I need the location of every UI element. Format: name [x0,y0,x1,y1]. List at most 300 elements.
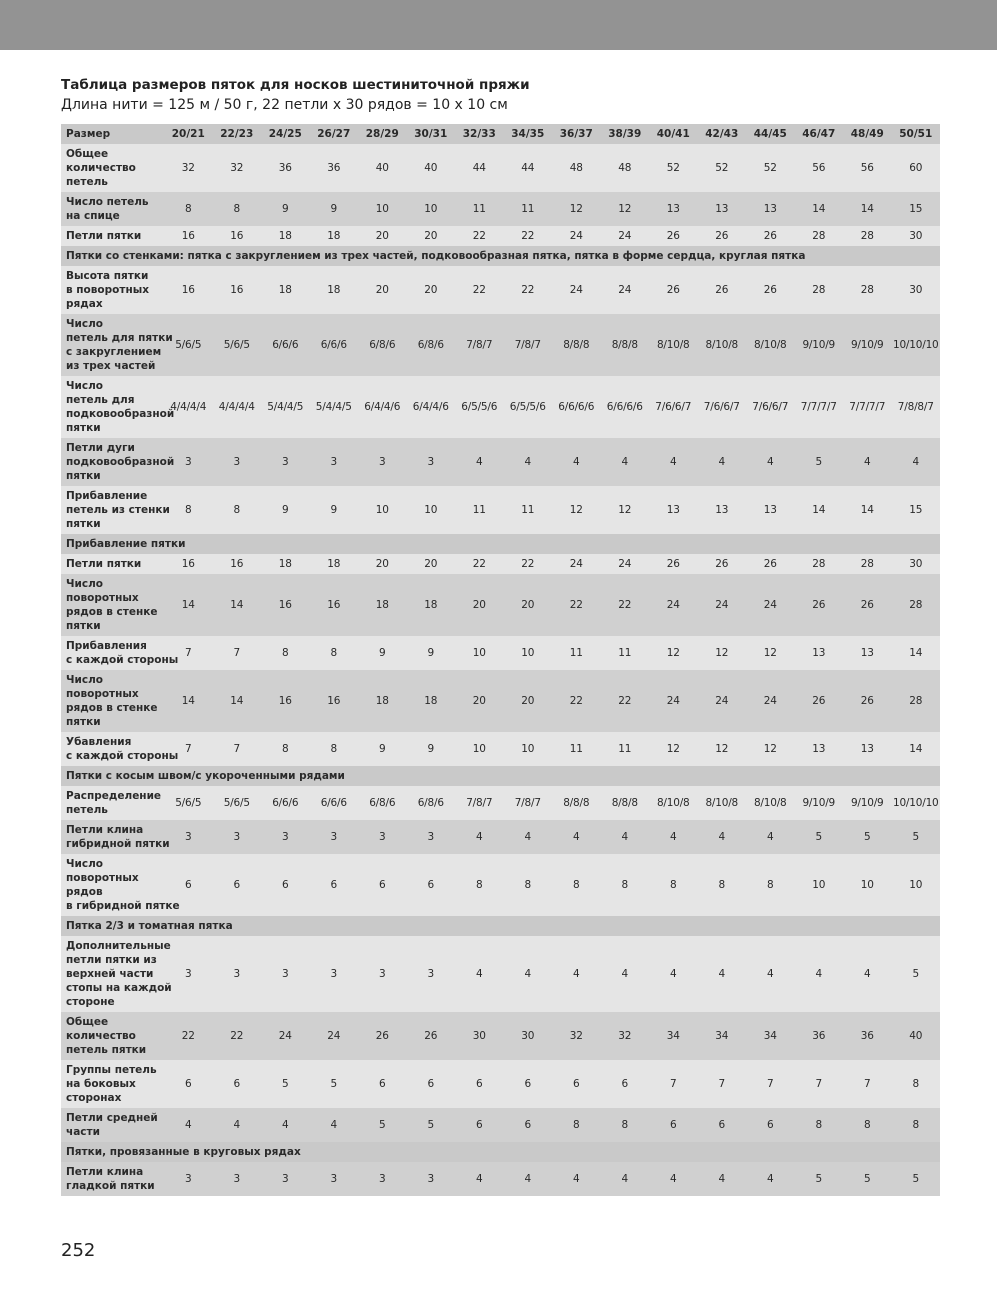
cell-value: 18 [424,695,438,707]
row-label-line: петель пятки [66,1044,147,1056]
cell-value: 10 [424,504,438,516]
cell-value: 6 [185,1078,192,1090]
cell-value: 8 [621,879,628,891]
section-header-row [61,916,940,936]
cell-value: 10 [521,647,535,659]
cell-value: 8/8/8 [563,797,590,809]
cell-value: 9 [330,504,337,516]
cell-value: 12 [618,203,632,215]
table-row [61,554,940,574]
cell-value: 44 [521,162,535,174]
cell-value: 11 [618,647,632,659]
row-label-line: на боковых [66,1078,136,1090]
row-label [61,936,172,1012]
cell-value: 9/10/9 [850,797,884,809]
table-row [61,314,940,376]
cell-value: 3 [233,831,240,843]
cell-value: 22 [521,230,535,242]
row-label-line: сторонах [66,1092,122,1104]
cell-value: 22 [230,1030,244,1042]
cell-value: 6/4/4/6 [364,401,401,413]
cell-value: 18 [278,230,292,242]
row-label [61,376,175,438]
table-row [61,438,940,486]
cell-value: 24 [763,599,777,611]
row-label-line: рядах [66,298,103,310]
cell-value: 26 [812,599,826,611]
cell-value: 13 [763,203,777,215]
cell-value: 9 [427,647,434,659]
cell-value: 14 [812,504,826,516]
row-label-line: подковообразной [66,408,175,420]
cell-value: 9 [282,203,289,215]
cell-value: 12 [715,647,729,659]
cell-value: 11 [569,647,583,659]
cell-value: 12 [569,504,583,516]
section-header-row [61,1142,940,1162]
cell-value: 13 [715,203,729,215]
cell-value: 6 [427,879,434,891]
cell-value: 16 [230,284,244,296]
row-label [61,438,175,486]
cell-value: 6/4/4/6 [412,401,449,413]
cell-value: 5/6/5 [223,339,250,351]
cell-value: 52 [666,162,680,174]
row-label-line: Высота пятки [66,270,149,282]
cell-value: 8 [573,1119,580,1131]
row-label [61,1012,164,1060]
row-label-line: верхней части [66,968,154,980]
header-size-label: Размер [66,128,111,140]
cell-value: 8 [282,743,289,755]
cell-value: 8/8/8 [611,339,638,351]
cell-value: 8 [233,203,240,215]
row-label-line: петель для [66,394,135,406]
cell-value: 5/4/4/5 [267,401,304,413]
cell-value: 10 [812,879,826,891]
cell-value: 20 [424,230,438,242]
cell-value: 14 [812,203,826,215]
cell-value: 24 [618,284,632,296]
cell-value: 5 [330,1078,337,1090]
cell-value: 24 [618,558,632,570]
cell-value: 6 [233,1078,240,1090]
row-label-line: пятки [66,620,101,632]
cell-value: 4 [815,968,822,980]
section-title: Пятки с косым швом/с укороченными рядами [66,770,345,782]
cell-value: 4 [476,456,483,468]
cell-value: 22 [569,599,583,611]
header-size-2: 24/25 [268,128,302,140]
cell-value: 3 [379,1173,386,1185]
row-label-line: Петли пятки [66,230,142,242]
cell-value: 3 [379,456,386,468]
cell-value: 4 [524,456,531,468]
cell-value: 26 [424,1030,438,1042]
table-row [61,936,940,1012]
cell-value: 20 [375,558,389,570]
cell-value: 5 [379,1119,386,1131]
cell-value: 14 [181,695,195,707]
cell-value: 9/10/9 [850,339,884,351]
cell-value: 30 [521,1030,535,1042]
cell-value: 52 [763,162,777,174]
cell-value: 16 [230,230,244,242]
cell-value: 5 [427,1119,434,1131]
header-size-15: 50/51 [899,128,933,140]
cell-value: 5 [912,1173,919,1185]
cell-value: 9 [427,743,434,755]
cell-value: 7/8/7 [466,797,493,809]
cell-value: 4 [912,456,919,468]
row-label-line: Прибавление [66,490,148,502]
cell-value: 32 [181,162,195,174]
cell-value: 7/8/7 [514,339,541,351]
cell-value: 9 [379,647,386,659]
cell-value: 7 [767,1078,774,1090]
cell-value: 8 [282,647,289,659]
row-label-line: пятки [66,716,101,728]
cell-value: 9/10/9 [802,339,836,351]
row-label [61,1162,164,1196]
section-title: Прибавление пятки [66,538,186,550]
cell-value: 6 [427,1078,434,1090]
cell-value: 4 [573,831,580,843]
cell-value: 7 [185,743,192,755]
cell-value: 24 [715,695,729,707]
cell-value: 34 [666,1030,680,1042]
cell-value: 6/6/6/6 [606,401,643,413]
row-label-line: Число [66,674,103,686]
row-label [61,554,164,574]
cell-value: 6/8/6 [417,339,444,351]
cell-value: 3 [379,968,386,980]
cell-value: 24 [666,599,680,611]
cell-value: 26 [375,1030,389,1042]
cell-value: 24 [569,284,583,296]
cell-value: 20 [424,558,438,570]
header-size-1: 22/23 [220,128,254,140]
cell-value: 36 [860,1030,874,1042]
cell-value: 6 [185,879,192,891]
cell-value: 5/6/5 [223,797,250,809]
cell-value: 24 [666,695,680,707]
table-header-row [61,124,940,144]
cell-value: 22 [472,230,486,242]
cell-value: 28 [812,284,826,296]
cell-value: 16 [181,284,195,296]
cell-value: 4 [476,968,483,980]
cell-value: 4 [767,456,774,468]
cell-value: 4 [718,968,725,980]
cell-value: 7/6/6/7 [703,401,740,413]
row-label-line: Петли клина [66,824,144,836]
row-label-line: поворотных [66,688,139,700]
cell-value: 13 [715,504,729,516]
cell-value: 3 [330,1173,337,1185]
cell-value: 22 [181,1030,195,1042]
header-size-14: 48/49 [850,128,884,140]
cell-value: 14 [860,203,874,215]
cell-value: 14 [909,743,923,755]
cell-value: 3 [233,968,240,980]
cell-value: 40 [375,162,389,174]
cell-value: 26 [763,230,777,242]
cell-value: 52 [715,162,729,174]
row-label-line: подковообразной [66,456,175,468]
cell-value: 12 [763,647,777,659]
cell-value: 26 [715,230,729,242]
row-label [61,820,170,854]
cell-value: 56 [812,162,826,174]
row-label-line: петель [66,804,108,816]
cell-value: 48 [618,162,632,174]
section-header-row [61,534,940,554]
row-label-line: петель из стенки [66,504,170,516]
cell-value: 4 [524,1173,531,1185]
row-label-line: пятки [66,470,101,482]
cell-value: 6/8/6 [369,339,396,351]
cell-value: 6 [233,879,240,891]
cell-value: 18 [327,230,341,242]
header-size-12: 44/45 [753,128,787,140]
cell-value: 8 [573,879,580,891]
cell-value: 12 [763,743,777,755]
row-label [61,670,164,732]
cell-value: 22 [472,284,486,296]
cell-value: 5 [815,831,822,843]
cell-value: 14 [230,599,244,611]
cell-value: 28 [812,558,826,570]
cell-value: 4 [718,456,725,468]
cell-value: 3 [330,968,337,980]
cell-value: 5/6/5 [175,797,202,809]
cell-value: 6 [767,1119,774,1131]
cell-value: 15 [909,504,923,516]
cell-value: 7 [718,1078,725,1090]
cell-value: 12 [666,647,680,659]
cell-value: 8/10/8 [705,797,739,809]
cell-value: 4 [767,1173,774,1185]
row-label-line: Число [66,858,103,870]
cell-value: 6 [524,1078,531,1090]
table-row [61,1012,940,1060]
cell-value: 24 [763,695,777,707]
cell-value: 5 [912,968,919,980]
cell-value: 26 [812,695,826,707]
cell-value: 16 [230,558,244,570]
heel-size-table [61,124,940,1196]
row-label-line: стороне [66,996,115,1008]
cell-value: 3 [185,968,192,980]
cell-value: 16 [327,695,341,707]
cell-value: 16 [327,599,341,611]
cell-value: 10 [375,504,389,516]
table-row [61,486,940,534]
table-row [61,670,940,732]
row-label-line: рядов [66,886,103,898]
cell-value: 12 [715,743,729,755]
row-label-line: в поворотных [66,284,149,296]
cell-value: 8 [524,879,531,891]
cell-value: 11 [472,203,486,215]
row-label [61,192,164,226]
row-label-line: пятки [66,422,101,434]
row-label [61,266,164,314]
cell-value: 7/8/7 [466,339,493,351]
header-size-0: 20/21 [171,128,205,140]
row-label [61,636,179,670]
cell-value: 4 [670,968,677,980]
row-label-line: пятки [66,518,101,530]
cell-value: 4 [573,456,580,468]
cell-value: 11 [472,504,486,516]
cell-value: 20 [521,695,535,707]
cell-value: 22 [472,558,486,570]
cell-value: 12 [569,203,583,215]
cell-value: 7/8/7 [514,797,541,809]
cell-value: 4 [767,831,774,843]
cell-value: 8 [330,743,337,755]
cell-value: 8/10/8 [656,339,690,351]
cell-value: 26 [715,558,729,570]
row-label-line: поворотных [66,872,139,884]
cell-value: 6 [621,1078,628,1090]
header-size-4: 28/29 [365,128,399,140]
cell-value: 56 [860,162,874,174]
cell-value: 6/6/6 [320,797,347,809]
table-row [61,266,940,314]
page-subtitle: Длина нити = 125 м / 50 г, 22 петли х 30 рядов = 10 х 10 см [61,97,508,113]
row-label-line: рядов в стенке [66,702,158,714]
cell-value: 11 [521,203,535,215]
cell-value: 3 [427,831,434,843]
cell-value: 32 [618,1030,632,1042]
cell-value: 18 [424,599,438,611]
page-title: Таблица размеров пяток для носков шестиниточной пряжи [61,77,530,93]
cell-value: 11 [618,743,632,755]
table-row [61,820,940,854]
cell-value: 16 [278,599,292,611]
cell-value: 7 [864,1078,871,1090]
cell-value: 30 [909,230,923,242]
row-label [61,226,164,246]
cell-value: 9 [282,504,289,516]
cell-value: 8 [718,879,725,891]
cell-value: 13 [812,647,826,659]
cell-value: 6 [573,1078,580,1090]
cell-value: 3 [282,968,289,980]
cell-value: 8 [864,1119,871,1131]
row-label-line: Число [66,578,103,590]
cell-value: 34 [715,1030,729,1042]
row-label-line: Петли дуги [66,442,135,454]
cell-value: 6/8/6 [369,797,396,809]
cell-value: 22 [569,695,583,707]
header-size-5: 30/31 [414,128,448,140]
cell-value: 24 [278,1030,292,1042]
cell-value: 3 [330,831,337,843]
cell-value: 6 [718,1119,725,1131]
cell-value: 24 [618,230,632,242]
cell-value: 36 [812,1030,826,1042]
cell-value: 3 [233,1173,240,1185]
cell-value: 28 [860,284,874,296]
header-size-3: 26/27 [317,128,351,140]
cell-value: 8 [185,203,192,215]
cell-value: 16 [278,695,292,707]
header-size-7: 34/35 [511,128,545,140]
page-number: 252 [61,1240,96,1261]
cell-value: 6 [524,1119,531,1131]
cell-value: 5 [815,1173,822,1185]
top-banner [0,0,997,50]
cell-value: 4 [718,831,725,843]
row-label-line: Число [66,380,103,392]
cell-value: 8/10/8 [753,797,787,809]
cell-value: 24 [327,1030,341,1042]
cell-value: 4/4/4/4 [218,401,255,413]
cell-value: 4 [185,1119,192,1131]
cell-value: 28 [812,230,826,242]
row-label-line: из трех частей [66,360,156,372]
row-label-line: на спице [66,210,120,222]
cell-value: 10 [424,203,438,215]
table-row [61,1108,940,1142]
cell-value: 7/7/7/7 [800,401,837,413]
cell-value: 32 [230,162,244,174]
cell-value: 20 [472,599,486,611]
section-header-row [61,246,940,266]
cell-value: 13 [812,743,826,755]
table-row [61,636,940,670]
cell-value: 16 [181,230,195,242]
cell-value: 5/4/4/5 [315,401,352,413]
cell-value: 6 [476,1078,483,1090]
row-label [61,786,164,820]
cell-value: 18 [327,284,341,296]
cell-value: 26 [715,284,729,296]
cell-value: 4 [718,1173,725,1185]
cell-value: 4 [524,968,531,980]
cell-value: 3 [330,456,337,468]
cell-value: 6/6/6/6 [558,401,595,413]
cell-value: 6/6/6 [320,339,347,351]
cell-value: 16 [181,558,195,570]
cell-value: 8/10/8 [656,797,690,809]
cell-value: 20 [472,695,486,707]
cell-value: 26 [860,599,874,611]
cell-value: 28 [909,695,923,707]
cell-value: 7 [815,1078,822,1090]
cell-value: 30 [472,1030,486,1042]
cell-value: 3 [282,456,289,468]
cell-value: 30 [909,558,923,570]
cell-value: 20 [521,599,535,611]
cell-value: 44 [472,162,486,174]
cell-value: 4 [621,831,628,843]
cell-value: 5 [912,831,919,843]
cell-value: 26 [763,284,777,296]
row-label [61,1060,164,1108]
cell-value: 7/6/6/7 [655,401,692,413]
row-label-line: Число петель [66,196,149,208]
cell-value: 60 [909,162,923,174]
cell-value: 28 [909,599,923,611]
cell-value: 4 [621,968,628,980]
cell-value: 3 [282,1173,289,1185]
cell-value: 6 [379,1078,386,1090]
